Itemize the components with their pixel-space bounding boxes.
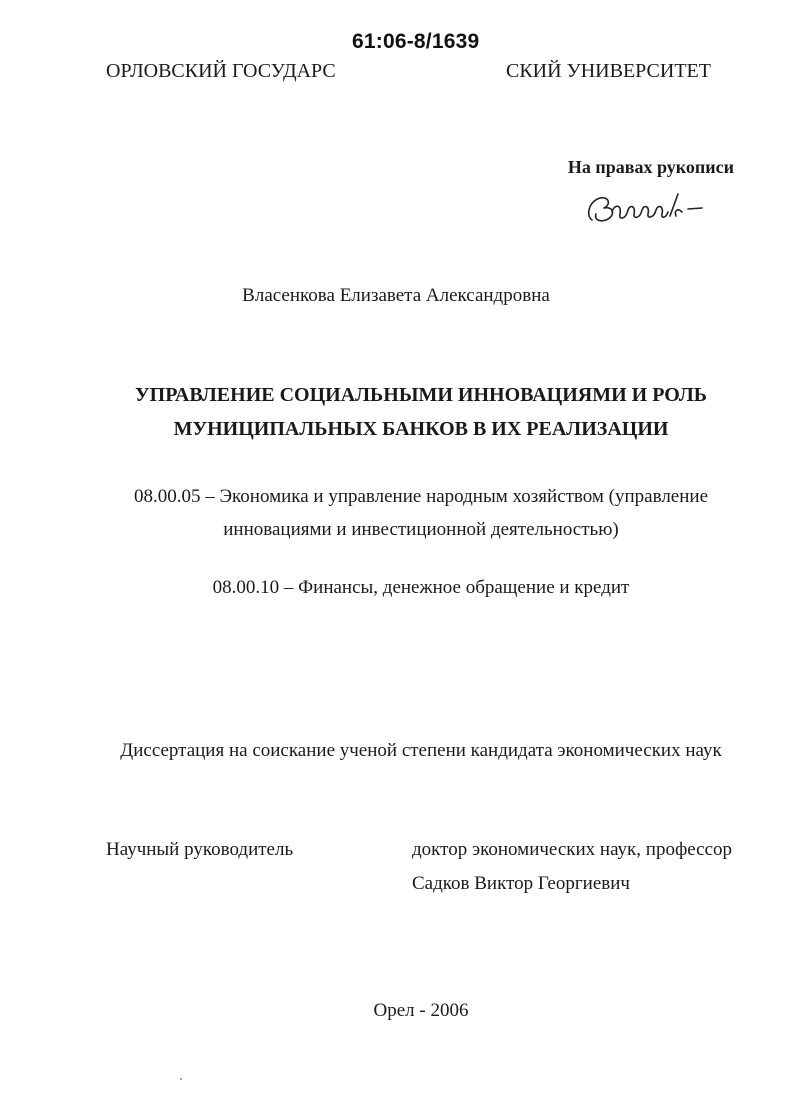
degree-statement: Диссертация на соискание ученой степени кандидата экономических наук	[120, 740, 722, 761]
specialty-2: 08.00.10 – Финансы, денежное обращение и кредит	[212, 577, 630, 598]
place-and-year: Орел - 2006	[373, 1000, 469, 1021]
author-name: Власенкова Елизавета Александровна	[242, 285, 550, 306]
manuscript-rights-label: На правах рукописи	[567, 157, 734, 177]
title-line: УПРАВЛЕНИЕ СОЦИАЛЬНЫМИ ИННОВАЦИЯМИ И РОЛЬ	[134, 384, 707, 406]
university-name-left: ОРЛОВСКИЙ ГОСУДАРС	[106, 60, 336, 82]
supervisor-degree: доктор экономических наук, профессор	[412, 839, 733, 860]
archive-stamp-code: 61:06-8/1639	[352, 30, 480, 53]
dissertation-title	[0, 378, 792, 446]
title-line: МУНИЦИПАЛЬНЫХ БАНКОВ В ИХ РЕАЛИЗАЦИИ	[173, 418, 669, 440]
university-name-right: СКИЙ УНИВЕРСИТЕТ	[506, 60, 711, 82]
scan-speck	[180, 1078, 182, 1080]
author-signature	[578, 186, 708, 230]
supervisor-name: Садков Виктор Георгиевич	[412, 873, 630, 894]
specialty-1	[0, 480, 792, 546]
specialty-1-line: 08.00.05 – Экономика и управление народным хозяйством (управление	[133, 486, 709, 507]
supervisor-label: Научный руководитель	[106, 839, 294, 860]
specialty-1-line: инновациями и инвестиционной деятельностью)	[223, 519, 619, 540]
